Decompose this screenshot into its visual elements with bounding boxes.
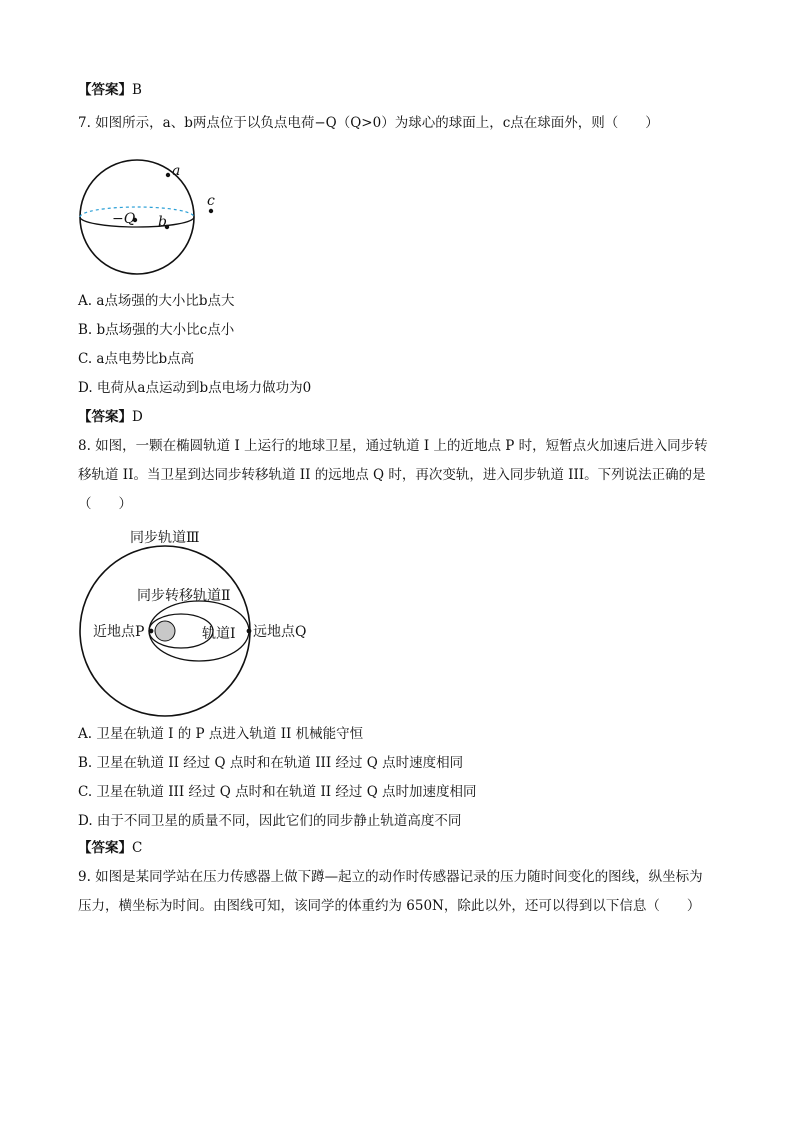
point-c [209, 209, 213, 213]
answer-label: 【答案】 [78, 409, 132, 425]
label-apogee: 远地点Q [253, 624, 307, 640]
q7-option-c: C. a点电势比b点高 [78, 351, 195, 367]
charge-sphere-figure [70, 155, 230, 285]
label-b: b [158, 214, 167, 230]
question-8-stem-line1: 8. 如图，一颗在椭圆轨道 I 上运行的地球卫星，通过轨道 I 上的近地点 P 时，短暂点火加速后进入同步转 [78, 438, 708, 454]
point-q [247, 629, 252, 634]
question-7-stem: 7. 如图所示，a、b两点位于以负点电荷−Q（Q>0）为球心的球面上，c点在球面外，则（ ） [78, 115, 659, 131]
question-9-stem-line1: 9. 如图是某同学站在压力传感器上做下蹲—起立的动作时传感器记录的压力随时间变化的图线，纵坐标为 [78, 869, 703, 885]
label-orbit-1: 轨道Ⅰ [202, 626, 236, 642]
question-9-stem-line2: 压力，横坐标为时间。由图线可知，该同学的体重约为 650N，除此以外，还可以得到以下信息（ ） [78, 898, 701, 914]
answer-label: 【答案】 [78, 840, 132, 856]
label-orbit-3: 同步轨道Ⅲ [130, 530, 200, 546]
point-a [166, 173, 170, 177]
satellite-orbit-figure [75, 522, 335, 722]
q8-option-a: A. 卫星在轨道 I 的 P 点进入轨道 II 机械能守恒 [78, 726, 364, 742]
label-perigee: 近地点P [93, 624, 145, 640]
equator-front [80, 217, 194, 227]
q7-option-b: B. b点场强的大小比c点小 [78, 322, 235, 338]
answer-value: D [132, 409, 143, 425]
q8-option-b: B. 卫星在轨道 II 经过 Q 点时和在轨道 III 经过 Q 点时速度相同 [78, 755, 464, 771]
label-c: c [207, 193, 215, 209]
question-8-stem-line3: （ ） [78, 496, 132, 512]
q8-option-d: D. 由于不同卫星的质量不同，因此它们的同步静止轨道高度不同 [78, 813, 462, 829]
label-q: −Q [112, 211, 136, 227]
answer-7 [78, 407, 143, 427]
q8-option-c: C. 卫星在轨道 III 经过 Q 点时和在轨道 II 经过 Q 点时加速度相同 [78, 784, 477, 800]
q7-option-a: A. a点场强的大小比b点大 [78, 293, 235, 309]
point-p [149, 629, 154, 634]
answer-6 [78, 80, 142, 100]
answer-8 [78, 838, 142, 858]
q7-option-d: D. 电荷从a点运动到b点电场力做功为0 [78, 380, 312, 396]
answer-value: C [132, 840, 143, 856]
answer-label: 【答案】 [78, 82, 132, 98]
label-a: a [172, 163, 181, 179]
equator-back-dashed [80, 207, 194, 217]
question-8-stem-line2: 移轨道 II。当卫星到达同步转移轨道 II 的远地点 Q 时，再次变轨，进入同步轨道 III。下列说法正确的是 [78, 467, 706, 483]
earth [155, 621, 175, 641]
label-orbit-2: 同步转移轨道Ⅱ [137, 588, 231, 604]
answer-value: B [132, 82, 142, 98]
